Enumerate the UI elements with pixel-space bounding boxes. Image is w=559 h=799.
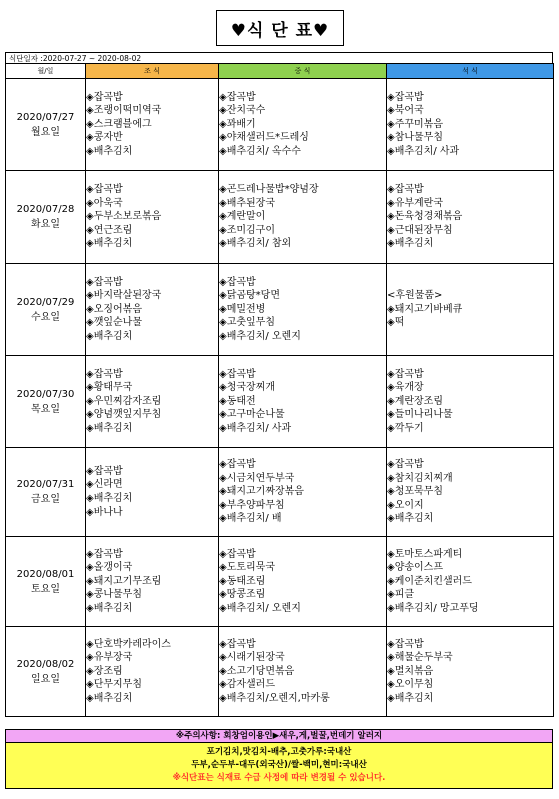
day-weekday: 월요일 bbox=[31, 126, 60, 138]
menu-period: 식단일자 :2020-07-27 ~ 2020-08-02 bbox=[5, 52, 553, 64]
dinner-cell bbox=[387, 448, 554, 537]
lunch-item: ◈야채샐러드*드레싱 bbox=[219, 132, 309, 144]
breakfast-cell bbox=[86, 171, 219, 264]
menu-day-row bbox=[6, 448, 554, 537]
dinner-cell bbox=[387, 356, 554, 448]
lunch-item: ◈시래기된장국 bbox=[219, 652, 285, 664]
menu-day-row bbox=[6, 537, 554, 627]
breakfast-item: ◈배추김치 bbox=[86, 692, 133, 704]
day-weekday: 금요일 bbox=[31, 494, 60, 505]
day-date: 2020/08/01 bbox=[16, 568, 75, 580]
dinner-cell bbox=[387, 79, 554, 171]
lunch-item: ◈동태조림 bbox=[219, 575, 266, 587]
dinner-item: ◈참치김치찌개 bbox=[387, 472, 453, 484]
dinner-item: ◈떡 bbox=[387, 317, 405, 329]
lunch-item: ◈잡곡밥 bbox=[219, 276, 256, 288]
dinner-item: ◈청포묵무침 bbox=[387, 486, 443, 498]
dinner-item: ◈돼지고기바베큐 bbox=[387, 303, 463, 315]
lunch-cell bbox=[219, 448, 387, 537]
header-row bbox=[6, 64, 554, 79]
dinner-item: ◈해물순두부국 bbox=[387, 652, 453, 664]
header-lunch: 중 식 bbox=[219, 64, 387, 79]
menu-table bbox=[5, 63, 554, 717]
dinner-item: <후원물품> bbox=[387, 290, 443, 302]
dinner-item: ◈배추김치 bbox=[387, 513, 434, 525]
breakfast-item: ◈배추김치 bbox=[86, 602, 133, 614]
dinner-cell bbox=[387, 627, 554, 717]
breakfast-item: ◈올갱이국 bbox=[86, 562, 133, 574]
dinner-item: ◈주꾸미볶음 bbox=[387, 118, 443, 130]
day-cell bbox=[6, 171, 86, 264]
lunch-cell bbox=[219, 356, 387, 448]
dinner-item: ◈잡곡밥 bbox=[387, 638, 424, 650]
dinner-item: ◈잡곡밥 bbox=[387, 459, 424, 471]
lunch-item: ◈배추김치/ 배 bbox=[219, 513, 282, 525]
dinner-item: ◈토마토스파게티 bbox=[387, 548, 463, 560]
breakfast-item: ◈배추김치 bbox=[86, 145, 133, 157]
breakfast-item: ◈잡곡밥 bbox=[86, 184, 123, 196]
dinner-item: ◈케이준치킨샐러드 bbox=[387, 575, 472, 587]
breakfast-item: ◈잡곡밥 bbox=[86, 276, 123, 288]
dinner-item: ◈멸치볶음 bbox=[387, 665, 434, 677]
lunch-item: ◈청국장찌개 bbox=[219, 382, 275, 394]
breakfast-cell bbox=[86, 537, 219, 627]
breakfast-item: ◈바지락살된장국 bbox=[86, 290, 162, 302]
breakfast-item: ◈스크램블에그 bbox=[86, 118, 152, 130]
dinner-item: ◈잡곡밥 bbox=[387, 368, 424, 380]
lunch-item: ◈땅콩조림 bbox=[219, 589, 266, 601]
lunch-item: ◈잡곡밥 bbox=[219, 459, 256, 471]
breakfast-item: ◈아욱국 bbox=[86, 197, 123, 209]
day-cell bbox=[6, 79, 86, 171]
lunch-item: ◈배추김치/오렌지,마카롱 bbox=[219, 692, 330, 704]
breakfast-item: ◈돼지고기무조림 bbox=[86, 575, 162, 587]
day-cell bbox=[6, 264, 86, 356]
dinner-item: ◈계란장조림 bbox=[387, 395, 443, 407]
menu-body bbox=[6, 79, 554, 717]
day-date: 2020/07/30 bbox=[16, 388, 75, 400]
lunch-cell bbox=[219, 264, 387, 356]
day-date: 2020/07/29 bbox=[16, 296, 75, 308]
breakfast-item: ◈잡곡밥 bbox=[86, 368, 123, 380]
lunch-item: ◈소고기당면볶음 bbox=[219, 665, 295, 677]
breakfast-item: ◈배추김치 bbox=[86, 238, 133, 250]
breakfast-item: ◈우민찌감자조림 bbox=[86, 395, 162, 407]
dinner-item: ◈북어국 bbox=[387, 105, 424, 117]
lunch-cell bbox=[219, 627, 387, 717]
lunch-item: ◈고구마순나물 bbox=[219, 409, 285, 421]
breakfast-item: ◈오징어볶음 bbox=[86, 303, 142, 315]
lunch-item: ◈잡곡밥 bbox=[219, 91, 256, 103]
breakfast-item: ◈유부장국 bbox=[86, 652, 133, 664]
dinner-item: ◈배추김치 bbox=[387, 238, 434, 250]
header-breakfast: 조 식 bbox=[86, 64, 219, 79]
dinner-item: ◈양송이스프 bbox=[387, 562, 443, 574]
day-weekday: 수요일 bbox=[31, 311, 60, 323]
day-date: 2020/07/31 bbox=[16, 479, 75, 490]
dinner-item: ◈들미나리나물 bbox=[387, 409, 453, 421]
breakfast-item: ◈배추김치 bbox=[86, 330, 133, 342]
dinner-item: ◈배추김치 bbox=[387, 692, 434, 704]
dinner-item: ◈깍두기 bbox=[387, 422, 424, 434]
menu-day-row bbox=[6, 264, 554, 356]
lunch-item: ◈동태전 bbox=[219, 395, 256, 407]
lunch-cell bbox=[219, 537, 387, 627]
dinner-item: ◈유부계란국 bbox=[387, 197, 443, 209]
lunch-item: ◈감자샐러드 bbox=[219, 679, 275, 691]
breakfast-cell bbox=[86, 448, 219, 537]
menu-day-row bbox=[6, 171, 554, 264]
origin-line-1: 포기김치,맛김치-배추,고춧가루:국내산 bbox=[206, 747, 352, 757]
lunch-item: ◈잡곡밥 bbox=[219, 368, 256, 380]
lunch-item: ◈배추김치/ 오렌지 bbox=[219, 330, 301, 342]
lunch-item: ◈도토리묵국 bbox=[219, 562, 275, 574]
lunch-item: ◈잡곡밥 bbox=[219, 548, 256, 560]
day-weekday: 일요일 bbox=[31, 673, 60, 685]
day-cell bbox=[6, 627, 86, 717]
day-weekday: 토요일 bbox=[31, 583, 60, 595]
lunch-item: ◈시금치연두부국 bbox=[219, 472, 295, 484]
lunch-item: ◈계란말이 bbox=[219, 211, 266, 223]
day-date: 2020/07/28 bbox=[16, 204, 75, 215]
breakfast-cell bbox=[86, 264, 219, 356]
breakfast-item: ◈장조림 bbox=[86, 665, 123, 677]
page-title: ♥식 단 표♥ bbox=[216, 10, 344, 46]
dinner-item: ◈돈육청경채볶음 bbox=[387, 211, 463, 223]
header-date: 월/일 bbox=[6, 64, 86, 79]
menu-day-row bbox=[6, 79, 554, 171]
lunch-item: ◈배추김치/ 사과 bbox=[219, 422, 292, 434]
dinner-item: ◈잡곡밥 bbox=[387, 91, 424, 103]
day-date: 2020/08/02 bbox=[16, 658, 75, 670]
lunch-item: ◈고춧잎무침 bbox=[219, 317, 275, 329]
breakfast-item: ◈황태무국 bbox=[86, 382, 133, 394]
dinner-item: ◈배추김치/ 사과 bbox=[387, 145, 460, 157]
breakfast-item: ◈두부소보로볶음 bbox=[86, 211, 162, 223]
menu-day-row bbox=[6, 627, 554, 717]
dinner-item: ◈피클 bbox=[387, 589, 415, 601]
header-dinner: 석 식 bbox=[387, 64, 554, 79]
breakfast-item: ◈연근조림 bbox=[86, 224, 133, 236]
breakfast-cell bbox=[86, 627, 219, 717]
lunch-item: ◈곤드레나물밥*양념장 bbox=[219, 184, 319, 196]
dinner-item: ◈배추김치/ 망고푸딩 bbox=[387, 602, 479, 614]
dinner-cell bbox=[387, 264, 554, 356]
lunch-cell bbox=[219, 171, 387, 264]
breakfast-item: ◈바나나 bbox=[86, 506, 123, 518]
breakfast-item: ◈배추김치 bbox=[86, 493, 133, 504]
dinner-item: ◈근대된장무침 bbox=[387, 224, 453, 236]
breakfast-item: ◈신라면 bbox=[86, 479, 123, 491]
breakfast-item: ◈단무지무침 bbox=[86, 679, 142, 691]
lunch-item: ◈조미김구이 bbox=[219, 224, 275, 236]
lunch-item: ◈꽈배기 bbox=[219, 118, 256, 130]
lunch-cell bbox=[219, 79, 387, 171]
breakfast-item: ◈배추김치 bbox=[86, 422, 133, 434]
dinner-item: ◈참나물무침 bbox=[387, 132, 443, 144]
day-weekday: 목요일 bbox=[31, 403, 60, 415]
breakfast-item: ◈잡곡밥 bbox=[86, 465, 123, 477]
day-cell bbox=[6, 356, 86, 448]
lunch-item: ◈배추된장국 bbox=[219, 197, 275, 209]
breakfast-cell bbox=[86, 79, 219, 171]
lunch-item: ◈부추양파무침 bbox=[219, 499, 285, 511]
day-date: 2020/07/27 bbox=[16, 111, 75, 123]
breakfast-item: ◈잡곡밥 bbox=[86, 548, 123, 560]
day-cell bbox=[6, 448, 86, 537]
lunch-item: ◈배추김치/ 옥수수 bbox=[219, 145, 301, 157]
allergy-caution: ※주의사항: 회창엄이용인▶새우,게,벌꿀,번데기 알러지 bbox=[5, 729, 553, 743]
breakfast-cell bbox=[86, 356, 219, 448]
dinner-item: ◈육개장 bbox=[387, 382, 424, 394]
lunch-item: ◈배추김치/ 참외 bbox=[219, 238, 292, 250]
lunch-item: ◈잡곡밥 bbox=[219, 638, 256, 650]
dinner-item: ◈오이지 bbox=[387, 499, 424, 511]
menu-change-note: ※식단표는 식재료 수급 사정에 따라 변경될 수 있습니다. bbox=[172, 773, 386, 783]
breakfast-item: ◈단호박카레라이스 bbox=[86, 638, 171, 650]
breakfast-item: ◈양념깻잎지무침 bbox=[86, 409, 162, 421]
dinner-cell bbox=[387, 537, 554, 627]
lunch-item: ◈잔치국수 bbox=[219, 105, 266, 117]
day-weekday: 화요일 bbox=[31, 219, 60, 230]
breakfast-item: ◈콩나물무침 bbox=[86, 589, 142, 601]
lunch-item: ◈닭곰탕*당면 bbox=[219, 290, 280, 302]
origin-info bbox=[5, 743, 553, 789]
breakfast-item: ◈콩자반 bbox=[86, 132, 123, 144]
lunch-item: ◈배추김치/ 오렌지 bbox=[219, 602, 301, 614]
dinner-cell bbox=[387, 171, 554, 264]
lunch-item: ◈돼지고기짜장볶음 bbox=[219, 486, 304, 498]
dinner-item: ◈잡곡밥 bbox=[387, 184, 424, 196]
lunch-item: ◈메밀전병 bbox=[219, 303, 266, 315]
origin-line-2: 두부,순두부-대두(외국산)/쌀-백미,현미:국내산 bbox=[191, 760, 367, 770]
dinner-item: ◈오이무침 bbox=[387, 679, 434, 691]
day-cell bbox=[6, 537, 86, 627]
breakfast-item: ◈조랭이떡미역국 bbox=[86, 105, 162, 117]
breakfast-item: ◈깻잎순나물 bbox=[86, 317, 142, 329]
menu-day-row bbox=[6, 356, 554, 448]
breakfast-item: ◈잡곡밥 bbox=[86, 91, 123, 103]
